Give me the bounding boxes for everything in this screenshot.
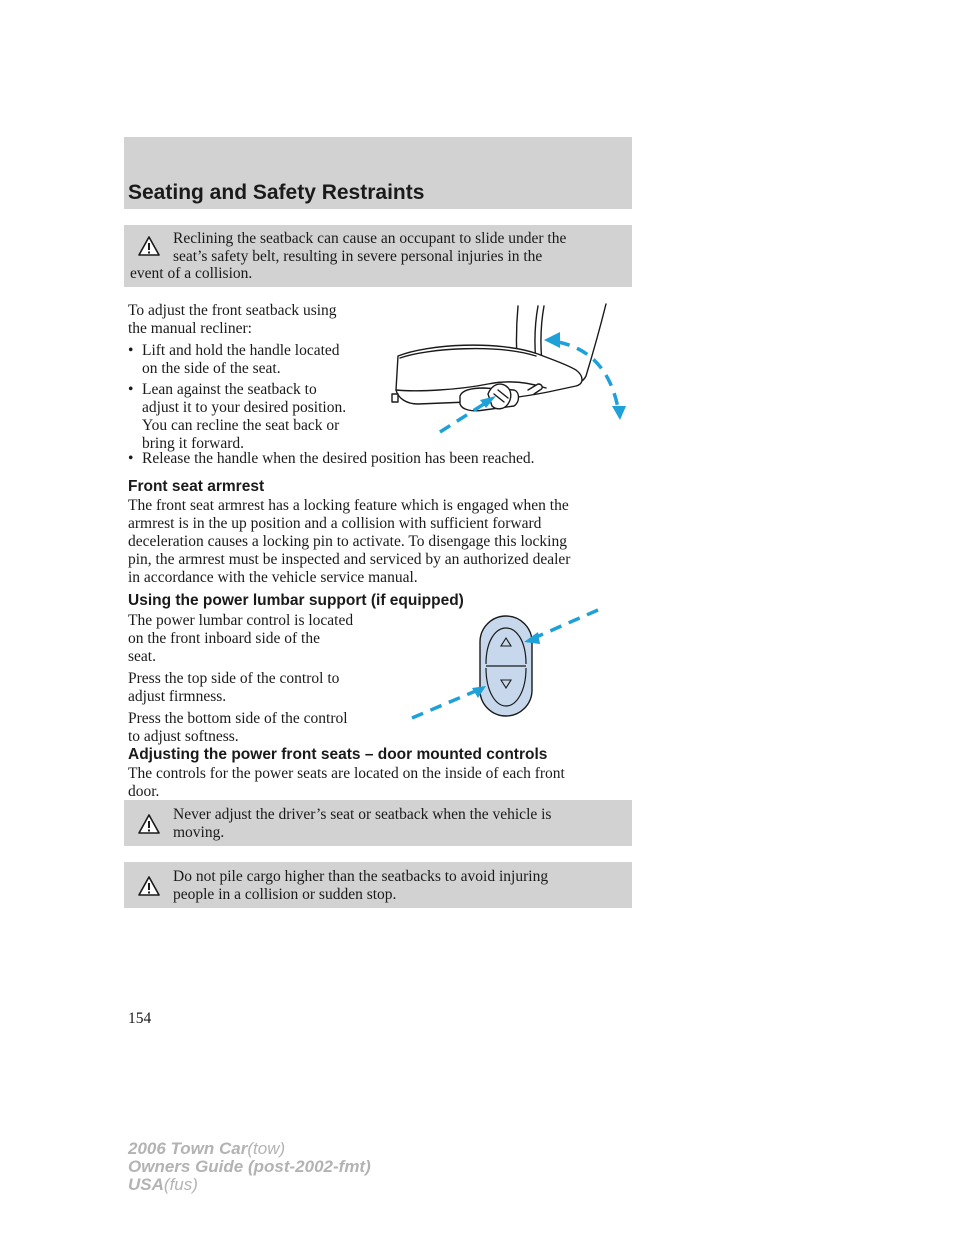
warning-triangle-icon (138, 236, 160, 256)
recliner-intro-2: the manual recliner: (128, 320, 252, 337)
bullet: • (128, 381, 134, 398)
seat-recliner-illustration (388, 298, 632, 438)
recliner-bullet-2-line-4: bring it forward. (142, 435, 245, 452)
warning-text-driver-seat-1: Never adjust the driver’s seat or seatback when the vehicle is (173, 806, 552, 823)
armrest-line-4: pin, the armrest must be inspected and serviced by an authorized dealer (128, 551, 571, 568)
recliner-bullet-2-line-1: Lean against the seatback to (142, 381, 317, 398)
heading-lumbar: Using the power lumbar support (if equipped) (128, 592, 464, 609)
recliner-intro-1: To adjust the front seatback using (128, 302, 337, 319)
armrest-line-5: in accordance with the vehicle service manual. (128, 569, 418, 586)
power-seats-line-2: door. (128, 783, 160, 800)
lumbar-control-illustration (408, 604, 604, 724)
heading-power-seats: Adjusting the power front seats – door mounted controls (128, 746, 548, 763)
armrest-line-2: armrest is in the up position and a collision with sufficient forward (128, 515, 542, 532)
lumbar-p3-line-2: to adjust softness. (128, 728, 239, 745)
page-number: 154 (128, 1010, 152, 1027)
warning-text-cargo-2: people in a collision or sudden stop. (173, 886, 397, 903)
recliner-bullet-2-line-2: adjust it to your desired position. (142, 399, 347, 416)
bullet: • (128, 450, 134, 467)
section-title: Seating and Safety Restraints (128, 181, 425, 204)
lumbar-p2-line-1: Press the top side of the control to (128, 670, 340, 687)
warning-text-cargo-1: Do not pile cargo higher than the seatbacks to avoid injuring (173, 868, 549, 885)
warning-triangle-icon (138, 814, 160, 834)
lumbar-p1-line-2: on the front inboard side of the (128, 630, 320, 647)
bullet: • (128, 342, 134, 359)
warning-text-driver-seat-2: moving. (173, 824, 225, 841)
footer-model-code: (tow) (247, 1139, 286, 1158)
armrest-line-3: deceleration causes a locking pin to activate. To disengage this locking (128, 533, 567, 550)
recliner-bullet-2-line-3: You can recline the seat back or (142, 417, 340, 434)
recliner-bullet-1-line-1: Lift and hold the handle located (142, 342, 340, 359)
lumbar-p3-line-1: Press the bottom side of the control (128, 710, 348, 727)
footer-market: USA (128, 1175, 164, 1194)
warning-text-recline-3: event of a collision. (130, 265, 253, 282)
footer-market-code: (fus) (163, 1175, 198, 1194)
lumbar-p1-line-3: seat. (128, 648, 156, 665)
warning-triangle-icon (138, 876, 160, 896)
footer-guide: Owners Guide (post-2002-fmt) (128, 1157, 371, 1176)
lumbar-p2-line-2: adjust firmness. (128, 688, 227, 705)
recliner-bullet-1-line-2: on the side of the seat. (142, 360, 281, 377)
armrest-line-1: The front seat armrest has a locking feature which is engaged when the (128, 497, 569, 514)
heading-armrest: Front seat armrest (128, 478, 265, 495)
footer (128, 1140, 371, 1194)
recliner-bullet-3: Release the handle when the desired position has been reached. (142, 450, 535, 467)
warning-text-recline-2: seat’s safety belt, resulting in severe personal injuries in the (173, 248, 543, 265)
lumbar-p1-line-1: The power lumbar control is located (128, 612, 354, 629)
footer-model: 2006 Town Car (128, 1139, 248, 1158)
warning-text-recline-1: Reclining the seatback can cause an occupant to slide under the (173, 230, 567, 247)
power-seats-line-1: The controls for the power seats are located on the inside of each front (128, 765, 565, 782)
